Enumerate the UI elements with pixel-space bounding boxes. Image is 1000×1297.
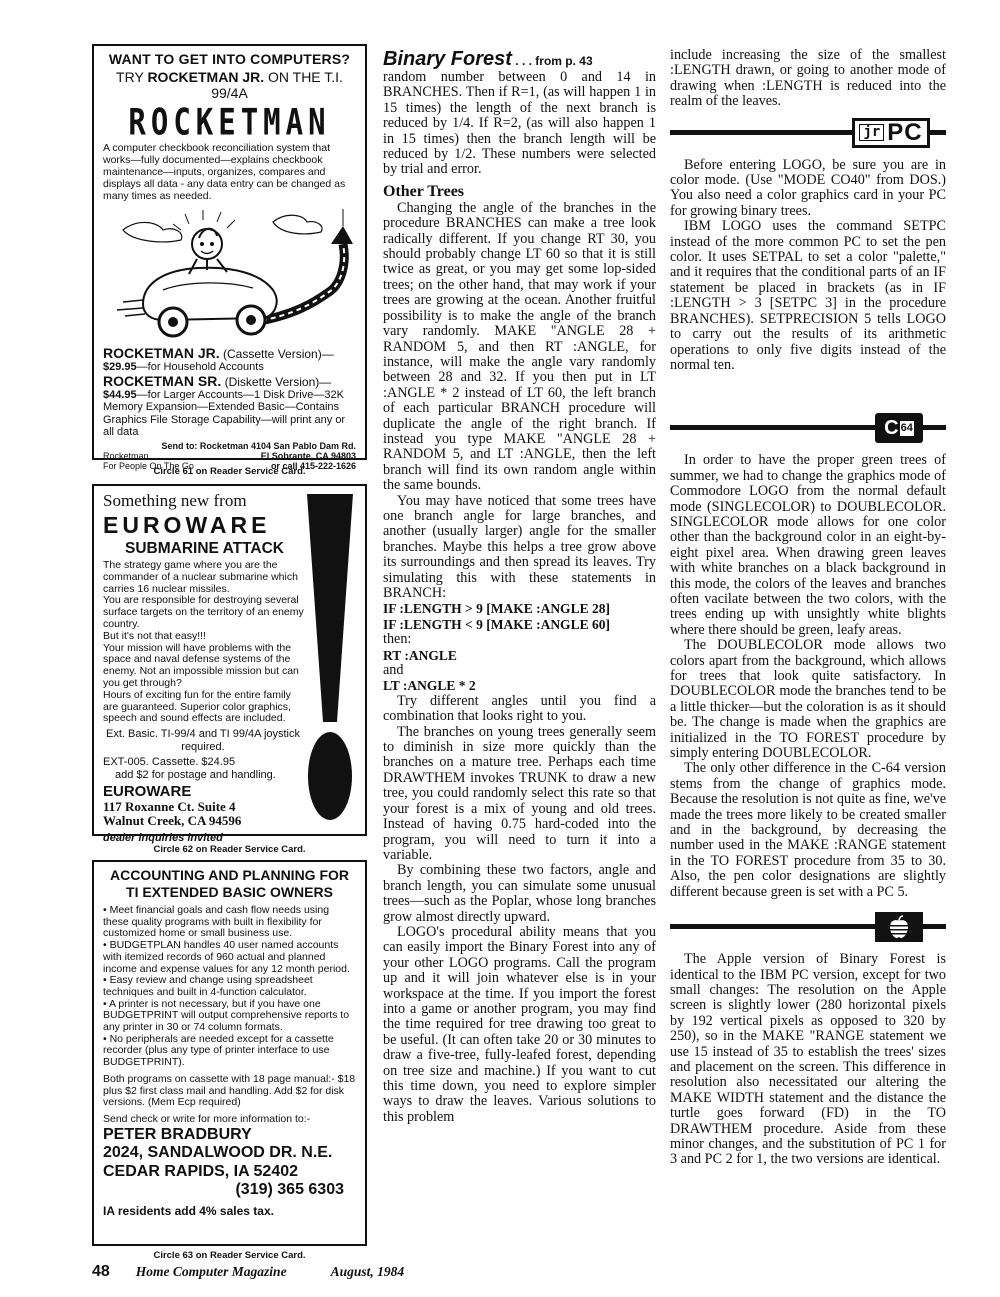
article-paragraph: The branches on young trees generally seem to diminish in size more quickly than the branches on a mature tree. Perhaps each time DRAWTHEM invokes TRUNK to draw a new tree, you could randomly select this rate so that your forest is a mix of young and old trees. Instead of having 0.75 hard-coded into the program, you will need to turn it into a variable. [383,723,656,863]
tax-note: IA residents add 4% sales tax. [103,1204,274,1219]
article-paragraph: Changing the angle of the branches in the procedure BRANCHES can make a tree look radically different. If you change RT 30, you should probably change LT 60 so that it is still twice as great, or you may get some lop-sided trees; on the other hand, that may work if your trees are growing at the ocean. Another fruitful possibility is to make the angle of the branch vary randomly. MAKE "ANGLE 28 + RANDOM 5, and then RT :ANGLE, for instance, will make the angle vary randomly between 28 and 32. If you then put in LT :ANGLE * 2 instead of LT 60, the left branch of each particular BRANCH procedure will duplicate the angle of the right branch. If instead you type MAKE "ANGLE 28 + RANDOM 5, and LT :ANGLE, then the left branch will find its own random angle within the same bounds. [383,199,656,494]
rocketman-ad [92,44,367,471]
ad-subheadline: TRY ROCKETMAN JR. ON THE T.I. 99/4A [116,69,343,101]
ad-headline: WANT TO GET INTO COMPUTERS? [108,51,351,67]
issue-date: August, 1984 [330,1264,405,1279]
commodore-64-logo: C 64 [875,413,923,443]
product1-line: ROCKETMAN JR. (Cassette Version)— [103,345,334,361]
article-paragraph: Try different angles until you find a combination that looks right to you. [383,692,656,725]
section-divider-ibm [670,118,946,148]
euroware-ad [92,484,367,845]
rocketman-logo: ROCKETMAN [128,100,331,144]
contact-city: CEDAR RAPIDS, IA 52402 [103,1162,299,1180]
rocket-car-illustration [103,204,358,344]
article-paragraph: The DOUBLECOLOR mode allows two colors apart from the background, which allows for trees that look quite satisfactory. In DOUBLECOLOR mode the branches tend to be a little thicker—but the coloration is as it should be. The change is made when the graphics are initialized in the TO FOREST procedure by simply entering DOUBLECOLOR. [670,637,946,762]
ad-bullets: • Meet financial goals and cash flow needs using these quality programs with built in flexibility for customized home or small business use. • BUDGETPLAN handles 40 user named accounts with itemized records of 960 actual and planned income and expense values for any 12 month period. • Easy review and change using spreadsheet techniques and built in 4-function calculator. • A printer is not necessary, but if you have one BUDGETPRINT will output comprehensive reports to any printer in 30 or 74 column formats. • No peripherals are needed except for a cassette recorder (plus any type of printer interface to use BUDGETPRINT). [103,904,350,1069]
ad-body: The strategy game where you are the commander of a nuclear submarine which carries 16 nuclear missiles. You are responsible for destroying several surface targets on the territory of an enemy country. But it's not that easy!!! Your mission will have problems with the space and naval defense systems of the enemy. Not an impossible mission but can you get through? Hours of exciting fun for the entire family are guaranteed. Superior color graphics, speech and sound effects are included. [103,559,304,725]
contact-phone: (319) 365 6303 [235,1181,344,1199]
article-paragraph: IBM LOGO uses the command SETPC instead of the more common PC to set the pen color. It uses SETPAL to set a color "palette," and it requires that the conditional parts of an IF statement be placed in brackets (as in IF :LENGTH > 3 [SETPC 3] in the procedure BRANCHES). SETPRECISION 5 tells LOGO to carry out the results of its arithmetic operations to only five digits instead of the normal ten. [670,218,946,373]
exclamation-mark-graphic [305,494,355,824]
page-footer [92,1263,652,1281]
contact-name: PETER BRADBURY [103,1125,252,1143]
company-name: EUROWARE [103,783,192,801]
article-column-1 [383,48,656,1125]
contact-street: 2024, SANDALWOOD DR. N.E. [103,1144,333,1162]
article-paragraph: Before entering LOGO, be sure you are in color mode. (Use "MODE CO40" from DOS.) You also need a color graphics card in your PC for growing binary trees. [670,156,946,219]
article-paragraph: include increasing the size of the smallest :LENGTH drawn, or going to another mode of drawing when :LENGTH is reduced into the realm of the leaves. [670,47,946,110]
code-line: RT :ANGLE [383,647,457,663]
euroware-logo: EUROWARE [103,512,271,538]
code-line: LT :ANGLE * 2 [383,678,476,694]
ad-requirements: Ext. Basic. TI-99/4 and TI 99/4A joystick required. [105,728,301,753]
code-connector: and [383,662,404,679]
ad-description: A computer checkbook reconciliation system that works—fully documented—explains checkbook maintenance—inputs, organizes, compares and displays all data - any data entry can be changed as many times as needed. [103,142,346,202]
article-paragraph: LOGO's procedural ability means that you can easily import the Binary Forest into any of your other LOGO programs. Call the program up and it will join whatever else is in your workspace at the time. If you import the forest into a game or another program, you may find the time required for tree drawing too great to be useful. (It can often take 20 or 30 minutes to draw a five-tree, fully-leafed forest, depending on tree size and machine.) If you want to cut this time down, you need to explore simpler ways to draw the leaves. Various solutions to this problem [383,923,656,1125]
ad-address: Send to: Rocketman 4104 San Pablo Dam Rd. Rocketman El Sobrante, CA 94803 For People On The Go or call 415-222-1626 [103,440,356,471]
page-number: 48 [92,1263,110,1280]
ibm-pcjr-logo: jr PC [852,118,930,148]
company-address: 117 Roxanne Ct. Suite 4 Walnut Creek, CA 94596 [103,799,242,829]
magazine-name: Home Computer Magazine [135,1264,287,1279]
section-heading: Other Trees [383,182,465,200]
article-paragraph: The Apple version of Binary Forest is identical to the IBM PC version, except for two small changes: The resolution on the Apple screen is slightly lower (280 horizontal pixels by 192 vertical pixels as opposed to 320 by 250), so in the MAKE "RANGE statement we use 15 instead of 35 to establish the trees' sizes and placement on the screen. This difference in resolution also necessitated our altering the MAKE WIDTH statement and the distance the turtle goes forward (FD) in the TO DRAWTHEM procedure. Aside from these minor changes, and the substitution of PC 1 for 3 and PC 2 for 1, the two versions are identical. [670,951,946,1168]
ad-preheadline: Something new from [103,491,247,510]
apple-logo [875,912,923,942]
article-paragraph: The only other difference in the C-64 version stems from the change of graphics mode. Because the resolution is not quite as fine, we've made the trees more likely to be created smaller and in the background, by decreasing the number used in the MAKE :RANGE statement in the TO FOREST procedure from 35 to 30. Also, the pen color designations are slightly different because green is set with a PC 5. [670,760,946,900]
product2-price: $44.95—for Larger Accounts—1 Disk Drive—32K Memory Expansion—Extended Basic—Contains Graphics File Storage Capability—will print any or all data [103,388,346,438]
reader-service-circle: Circle 63 on Reader Service Card. [153,1250,306,1261]
code-line: IF :LENGTH < 9 [MAKE :ANGLE 60] [383,616,610,632]
section-divider-apple [670,912,946,942]
ad-send: Send check or write for more information to:- [103,1112,311,1125]
article-title: Binary Forest . . . from p. 43 [383,48,593,70]
article-paragraph: random number between 0 and 14 in BRANCHES. Then if R=1, (as will happen 1 in 15 times) the length of the next branch is reduced by 1/4. If R=2, (as will also happen 1 in 15 times) then the branch length will be reduced by 1/2. These numbers were selected by trial and error. [383,69,656,178]
code-line: IF :LENGTH > 9 [MAKE :ANGLE 28] [383,601,610,617]
game-title: SUBMARINE ATTACK [125,540,285,557]
ad-price: EXT-005. Cassette. $24.95 add $2 for postage and handling. [103,756,276,781]
article-paragraph: In order to have the proper green trees of summer, we had to change the graphics mode of Commodore LOGO from the normal default mode (SINGLECOLOR) to DOUBLECOLOR. SINGLECOLOR mode allows for one color other than the background color in an eight-by-eight pixel area. When drawing green leaves with white branches on a black background in this mode, the colors of the leaves and branches often vacilate between the two colors, with the trees ending up with unsightly white blights where there should be green, leafy areas. [670,452,946,638]
ad-headline: ACCOUNTING AND PLANNING FOR TI EXTENDED BASIC OWNERS [109,867,350,900]
article-paragraph: You may have noticed that some trees have one branch angle for large branches, and another (usually larger) angle for the smaller branches. Maybe this helps a tree grow above its surroundings and then spread its leaves. Try simulating this with these statements in BRANCH: [383,492,656,601]
section-divider-c64 [670,413,946,443]
code-connector: then: [383,631,412,648]
reader-service-circle: Circle 61 on Reader Service Card. [153,466,306,477]
product2-line: ROCKETMAN SR. (Diskette Version)— [103,372,332,389]
reader-service-circle: Circle 62 on Reader Service Card. [153,844,306,855]
product1-price: $29.95—for Household Accounts [103,361,264,373]
dealer-note: dealer inquiries invited [103,832,223,845]
article-paragraph: By combining these two factors, angle and branch length, you can simulate some unusual trees—such as the Poplar, whose long branches grow almost directly upward. [383,862,656,925]
bradbury-ad [92,860,367,1246]
article-column-2 [670,48,946,1168]
ad-price: Both programs on cassette with 18 page manual:- $18 plus $2 first class mail and handling. Add $2 for disk versions. (Mem Ecp required) [103,1072,356,1109]
